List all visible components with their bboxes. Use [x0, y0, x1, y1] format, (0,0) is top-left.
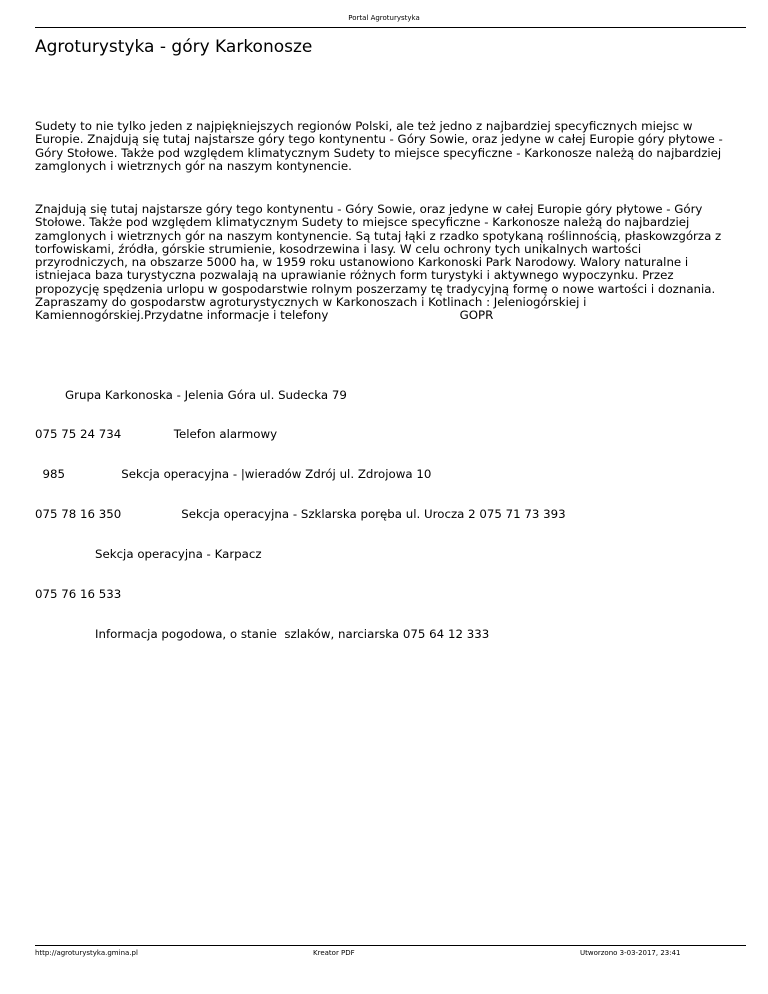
contact-line: 075 75 24 734 Telefon alarmowy	[35, 427, 278, 442]
article-paragraph-2: Znajdują się tutaj najstarsze góry tego kontynentu - Góry Sowie, oraz jedyne w całej Europie góry płytowe - Góry Stołowe. Także pod względem klimatycznym Sudety to miejsce specyficzne - Karkonosze należą do najbardziej zamglonych i wietrznych gór na naszym kontynencie. Są tutaj łąki z rzadko spotykaną roślinnością, płaskowzgórza z torfowiskami, źródła, górskie strumienie, kosodrzewina i lasy. W celu ochrony tych unikalnych wartości przyrodniczych, na obszarze 5000 ha, w 1959 roku ustanowiono Karkonoski Park Narodowy. Walory naturalne i istniejaca baza turystyczna pozwalają na uprawianie różnych form turystyki i aktywnego wypoczynku. Przez propozycję spędzenia urlopu w gospodarstwie rolnym poszerzamy tę tradycyjną formę o nowe wartości i doznania. Zapraszamy do gospodarstw agroturystycznych w Karkonoszach i Kotlinach : Jeleniogórskiej i Kamiennogórskiej.Przydatne informacje i telefony GOPR	[35, 202, 726, 323]
footer-created-date: Utworzono 3-03-2017, 23:41	[580, 949, 681, 957]
article-paragraph-1: Sudety to nie tylko jeden z najpiękniejszych regionów Polski, ale też jedno z najbardziej specyficznych miejsc w Europie. Znajdują się tutaj najstarsze góry tego kontynentu - Góry Sowie, oraz jedyne w całej Europie góry płytowe - Góry Stołowe. Także pod względem klimatycznym Sudety to miejsce specyficzne - Karkonosze należą do najbardziej zamglonych i wietrznych gór na naszym kontynencie.	[35, 119, 723, 173]
contact-line: Informacja pogodowa, o stanie szlaków, narciarska 075 64 12 333	[35, 626, 490, 641]
contact-line: Grupa Karkonoska - Jelenia Góra ul. Sudecka 79	[35, 387, 347, 402]
contact-line: 075 78 16 350 Sekcja operacyjna - Szklarska poręba ul. Urocza 2 075 71 73 393	[35, 507, 566, 522]
contact-line: 075 76 16 533	[35, 587, 122, 602]
contact-line: 985 Sekcja operacyjna - |wieradów Zdrój ul. Zdrojowa 10	[35, 467, 432, 482]
footer-creator: Kreator PDF	[313, 949, 355, 957]
footer-url-link[interactable]: http://agroturystyka.gmina.pl	[35, 949, 138, 957]
footer-divider	[35, 945, 746, 946]
contact-line: Sekcja operacyjna - Karpacz	[35, 547, 262, 562]
page-header-site-name: Portal Agroturystyka	[348, 14, 420, 22]
page-title: Agroturystyka - góry Karkonosze	[35, 37, 313, 57]
contact-list	[35, 362, 735, 655]
header-divider	[35, 27, 746, 28]
